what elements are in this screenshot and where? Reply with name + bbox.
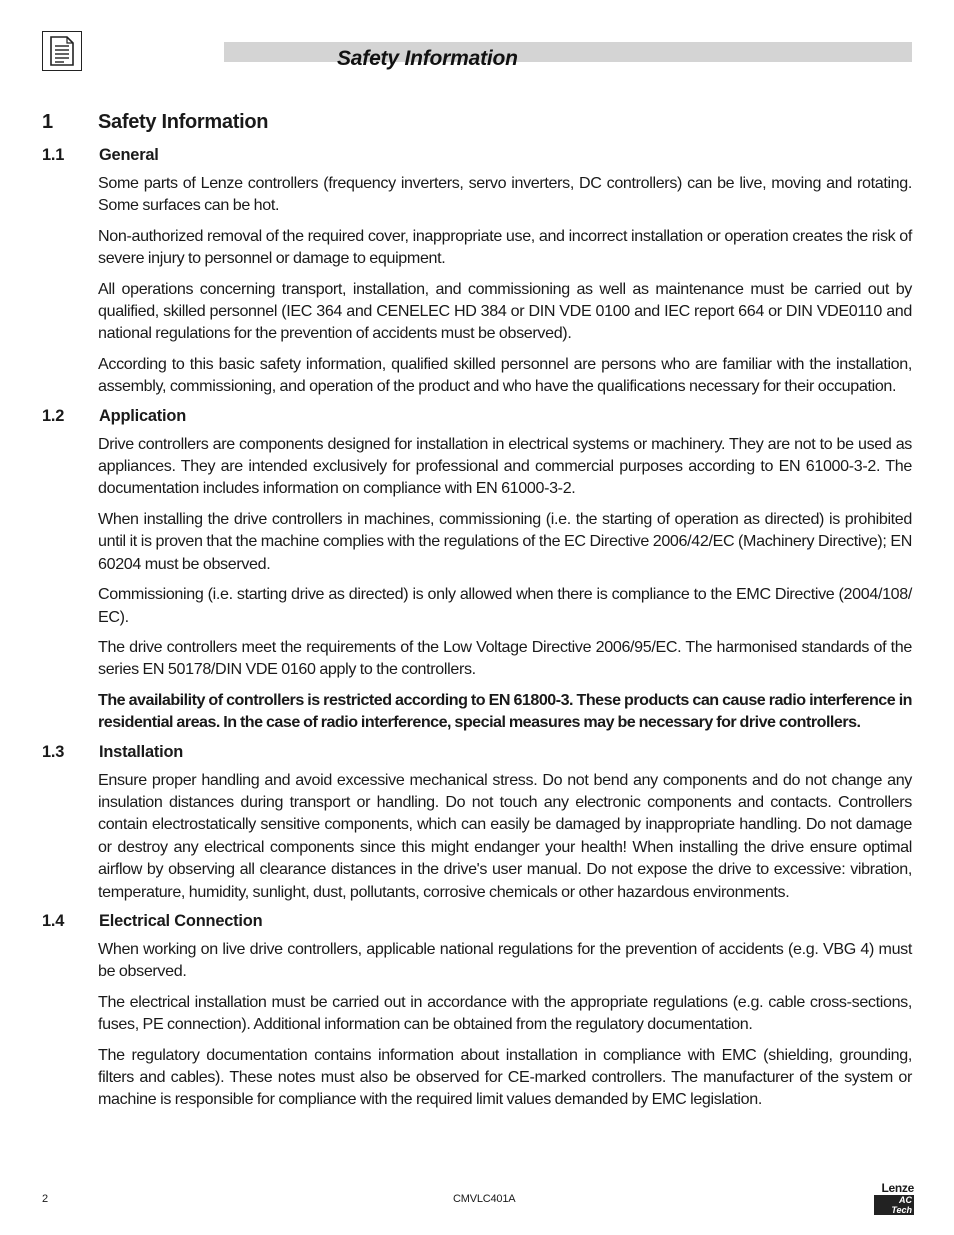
sections-container — [42, 145, 912, 1111]
chapter-title: Safety Information — [98, 111, 269, 133]
section-number: 1.1 — [42, 146, 65, 164]
logo-brand: Lenze — [881, 1181, 914, 1195]
chapter-heading — [42, 107, 912, 137]
paragraph: The drive controllers meet the requirements of the Low Voltage Directive 2006/95/EC. The harmonised standards of the series EN 50178/DIN VDE 0160 apply to the controllers. — [98, 637, 912, 679]
section-heading — [42, 145, 912, 165]
paragraph: Ensure proper handling and avoid excessive mechanical stress. Do not bend any components and do not change any insulation distances during transport or handling. Do not touch any electronic components and contacts. Controllers contain electrostatically sensitive components, which can easily be damaged by inappropriate handling. Do not damage or destroy any electrical components since this might endanger your health! When installing the drive ensure optimal airflow by observing all clearance distances in the drive's user manual. Do not expose the drive to excessive: vibration, temperature, humidity, sunlight, dust, pollutants, corrosive chemicals or other hazardous environments. — [98, 770, 912, 901]
section-title: General — [99, 146, 159, 164]
paragraph: When installing the drive controllers in machines, commissioning (i.e. the starting of operation as directed) is prohibited until it is proven that the machine complies with the regulations of the EC Directive 2006/42/EC (Machinery Directive); EN 60204 must be observed. — [98, 509, 912, 573]
paragraph: Commissioning (i.e. starting drive as directed) is only allowed when there is compliance to the EMC Directive (2004/108/ EC). — [98, 585, 912, 626]
section-heading — [42, 911, 912, 931]
document-icon — [42, 31, 82, 71]
section — [42, 742, 912, 903]
paragraph: All operations concerning transport, installation, and commissioning as well as maintenance must be carried out by qualified, skilled personnel (IEC 364 and CENELEC HD 384 or DIN VDE 0100 and IEC report 664 or DIN VDE0110 and national regulations for the prevention of accidents must be observed). — [98, 279, 912, 343]
logo-subbrand: AC Tech — [874, 1195, 914, 1215]
section-title: Electrical Connection — [99, 911, 263, 930]
chapter-number: 1 — [42, 111, 53, 133]
warning-paragraph: The availability of controllers is restricted according to EN 61800-3. These products can cause radio interference in residential areas. In the case of radio interference, special measures may be necessary for drive controllers. — [98, 690, 912, 732]
paragraph: According to this basic safety information, qualified skilled personnel are persons who are familiar with the installation, assembly, commissioning, and operation of the product and who have the qualifications necessary for their occupation. — [98, 354, 912, 396]
paragraph: The electrical installation must be carried out in accordance with the appropriate regulations (e.g. cable cross-sections, fuses, PE connection). Additional information can be obtained from the regulatory documentation. — [98, 992, 912, 1034]
section-number: 1.3 — [42, 742, 65, 761]
paragraph: The regulatory documentation contains information about installation in compliance with EMC (shielding, grounding, filters and cables). These notes must also be observed for CE-marked controllers. The manufacturer of the system or machine is responsible for compliance with the required limit values demanded by EMC legislation. — [98, 1045, 912, 1109]
paragraph: Some parts of Lenze controllers (frequency inverters, servo inverters, DC controllers) can be live, moving and rotating. Some surfaces can be hot. — [98, 174, 912, 215]
section-heading — [42, 406, 912, 426]
page-header-title: Safety Information — [337, 47, 518, 70]
section-number: 1.2 — [42, 406, 65, 425]
section-heading — [42, 742, 912, 762]
paragraph: Drive controllers are components designed for installation in electrical systems or machinery. They are not to be used as appliances. They are intended exclusively for professional and commercial purposes according to EN 61000-3-2. The documentation includes information on compliance with EN 61000-3-2. — [98, 434, 912, 498]
section-title: Application — [99, 406, 187, 425]
header-bar — [224, 42, 912, 62]
document-body — [42, 107, 912, 1119]
section-title: Installation — [99, 742, 184, 761]
paragraph: Non-authorized removal of the required cover, inappropriate use, and incorrect installation or operation creates the risk of severe injury to personnel or damage to equipment. — [98, 226, 912, 268]
document-code: CMVLC401A — [453, 1193, 516, 1205]
section-number: 1.4 — [42, 911, 65, 930]
paragraph: When working on live drive controllers, applicable national regulations for the prevention of accidents (e.g. VBG 4) must be observed. — [98, 939, 912, 981]
lenze-logo — [874, 1182, 914, 1215]
section — [42, 911, 912, 1111]
section — [42, 145, 912, 398]
section — [42, 406, 912, 734]
page-number: 2 — [42, 1193, 49, 1205]
